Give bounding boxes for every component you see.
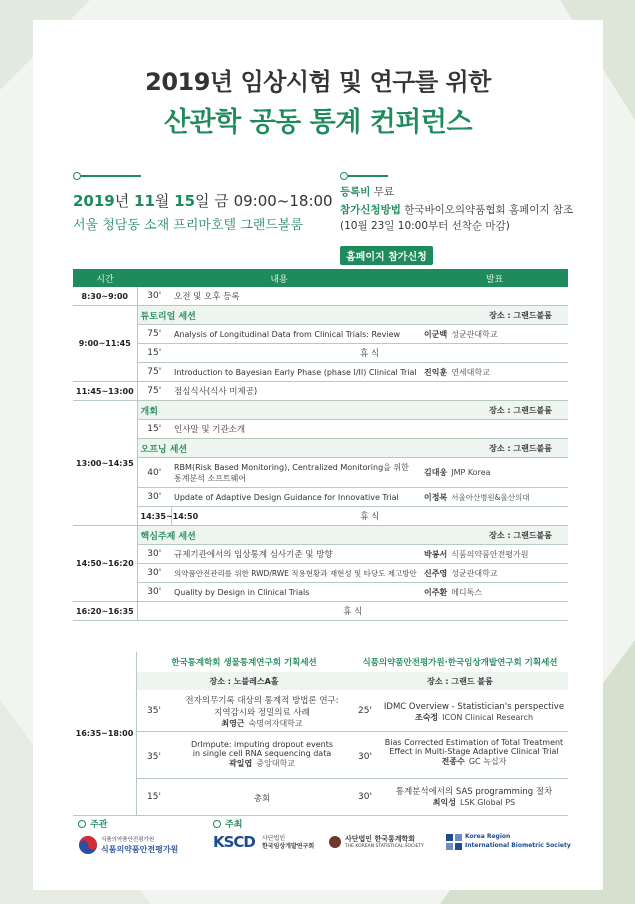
registration-bullet xyxy=(340,172,390,180)
organizer-label: 주최 xyxy=(225,820,243,830)
event-venue: 서울 청담동 소재 프리마호텔 그랜드볼룸 xyxy=(73,218,304,233)
joint-talk: 전자의무기록 대상의 통계적 방법론 연구: 지역감시와 정밀의료 사례 최영근 숙명여자대학교 xyxy=(185,696,339,728)
session-row: 오프닝 세션 장소 : 그랜드볼룸 xyxy=(73,439,568,458)
taegeuk-logo-icon xyxy=(78,835,98,855)
header-presenter: 발표 xyxy=(421,269,568,287)
joint-left-place: 장소 : 노블레스A홀 xyxy=(209,677,279,686)
joint-time: 16:35~18:00 xyxy=(73,652,137,815)
joint-talk: DrImpute: imputing dropout events in single cell RNA sequencing data 곽일엽 중앙대학교 xyxy=(190,740,334,768)
poster-sheet: 2019년 임상시험 및 연구를 위한 산관학 공동 통계 컨퍼런스 2019년 11월 15일 금 09:00~18:00 서울 청담동 소재 프리마호텔 그랜드볼룸 등록비 무료 참가신청방법 한국바이오의약품협회 홈페이지 참조 (10월 23일 10:00부터 선착순 마감) 홈페이지 참가신청 시간 내용 발표 8:30~9:00 30' 오전 및 오후 등록 9:00~11:45 튜토리얼 세션 장소 : 그랜드볼룸 75' Analysis of Longitudinal Data from Clinical Trials: Review 이군백 성균관대학교 15' 휴 식 75' Introduction to Bayesian Early Phase (phase I/II) Clinical Trial 진익훈 연세대학교 11:45~13:00 75' 점심식사(식사 미제공) 13:00~14:35 개회 장소 : 그랜드볼룸 15' 인사말 및 기관소개 오프닝 세션 장소 : 그랜드볼룸 40' RBM(Risk Based Monitoring), Centralized Monitoring을 위한 통계분석 소프트웨어 김대웅 JMP Korea 30' Update of Adaptive Design Guidance for Innovative Trial 이정복 서울아산병원&울산의대 14:35~14:50 휴 식 14:50~16:20 핵심주제 세션 장소 : 그랜드볼룸 30' 규제기관에서의 임상통계 심사기준 및 방향 박봉서 식품의약품안전평가원 30' 의약품안전관리를 위한 RWD/RWE 적용현황과 재현성 및 타당도 제고방안 신주영 성균관대학교 30' Quality by Design in Clinical Trials 이주환 메디톡스 16:20~16:35 휴 식 16:35~18:00 한국통계학회 생물통계연구회 기획세션 식품의약품안전평가원·한국임상개발연구회 기획세션 장소 : 노블레스A홀 장소 : 그랜드 볼룸 35' 전자의무기록 대상의 통계적 방법론 연구: 지역감시와 정밀의료 사례 최영근 숙명여자대학교 25' IDMC Overview - Statistician's perspective 조숙정 ICON Clinical Research 35' DrImpute: imputing dropout events in single cell RNA sequencing data 곽일엽 중앙대학교 30' Bias Corrected Estimation of Total Treatment Effect in Multi-Stage Adaptive Clinical Trial 전종수 GC 녹십자 15' 총회 30' 통계분석에서의 SAS programming 절차 최익성 LSK Global PS 주관 주최 식품의약품안전평가원 식품의약품안전평가원 KSCD 사단법인 한국임상개발연구회 사단법인 한국통계학회 THE KOREAN STATISTICAL SOCIETY Korea Region International Biometric Society xyxy=(33,20,603,890)
fee-line: 등록비 무료 xyxy=(340,186,395,198)
header-content: 내용 xyxy=(137,269,421,287)
deadline-line: (10월 23일 10:00부터 선착순 마감) xyxy=(340,220,510,232)
table-row: 40' RBM(Risk Based Monitoring), Centralized Monitoring을 위한 통계분석 소프트웨어 김대웅 JMP Korea xyxy=(73,458,568,488)
register-button[interactable]: 홈페이지 참가신청 xyxy=(340,246,433,265)
joint-talk: IDMC Overview - Statistician's perspective 조숙정 ICON Clinical Research xyxy=(383,702,565,722)
method-line: 참가신청방법 한국바이오의약품협회 홈페이지 참조 xyxy=(340,204,574,216)
table-row: 15' 인사말 및 기관소개 xyxy=(73,420,568,439)
title-line1: 2019년 임상시험 및 연구를 위한 xyxy=(145,68,491,96)
table-row: 30' Quality by Design in Clinical Trials 이주환 메디톡스 xyxy=(73,583,568,602)
date-bullet xyxy=(73,172,143,180)
table-row: 30' Update of Adaptive Design Guidance for Innovative Trial 이정복 서울아산병원&울산의대 xyxy=(73,488,568,507)
kss-emblem-icon xyxy=(328,835,342,849)
host-label: 주관 xyxy=(90,820,108,830)
table-row: 11:45~13:00 75' 점심식사(식사 미제공) xyxy=(73,382,568,401)
ibs-emblem-icon xyxy=(446,834,462,850)
organizer-bullet xyxy=(213,820,223,828)
table-row: 75' Introduction to Bayesian Early Phase (phase I/II) Clinical Trial 진익훈 연세대학교 xyxy=(73,363,568,382)
table-header xyxy=(73,269,568,287)
joint-talk: 통계분석에서의 SAS programming 절차 최익성 LSK Global PS xyxy=(395,787,553,807)
table-row: 75' Analysis of Longitudinal Data from Clinical Trials: Review 이군백 성균관대학교 xyxy=(73,325,568,344)
schedule-table xyxy=(73,269,568,621)
header-time: 시간 xyxy=(73,269,137,287)
table-row: 8:30~9:00 30' 오전 및 오후 등록 xyxy=(73,287,568,306)
joint-right-title: 식품의약품안전평가원·한국임상개발연구회 기획세션 xyxy=(362,658,558,668)
table-row: 30' 규제기관에서의 임상통계 심사기준 및 방향 박봉서 식품의약품안전평가원 xyxy=(73,545,568,564)
title-line2: 산관학 공동 통계 컨퍼런스 xyxy=(163,107,473,138)
joint-talk: Bias Corrected Estimation of Total Treatment Effect in Multi-Stage Adaptive Clinical Trial 전종수 GC 녹십자 xyxy=(384,738,564,766)
joint-session-block: 16:35~18:00 한국통계학회 생물통계연구회 기획세션 식품의약품안전평가원·한국임상개발연구회 기획세션 장소 : 노블레스A홀 장소 : 그랜드 볼룸 35' 전자의무기록 대상의 통계적 방법론 연구: 지역감시와 정밀의료 사례 최영근 숙명여자대학교 25' IDMC Overview - Statistician's perspective 조숙정 ICON Clinical Research 35' DrImpute: imputing dropout events in single cell RNA sequencing data 곽일엽 중앙대학교 30' Bias Corrected Estimation of Total Treatment Effect in Multi-Stage Adaptive Clinical Trial 전종수 GC 녹십자 15' 총회 30' 통계분석에서의 SAS programming 절차 최익성 LSK Global PS xyxy=(73,652,568,816)
session-row: 13:00~14:35 개회 장소 : 그랜드볼룸 xyxy=(73,401,568,420)
session-row: 9:00~11:45 튜토리얼 세션 장소 : 그랜드볼룸 xyxy=(73,306,568,325)
event-date: 2019년 11월 15일 금 09:00~18:00 xyxy=(73,192,333,210)
table-row: 16:20~16:35 휴 식 xyxy=(73,602,568,621)
joint-right-place: 장소 : 그랜드 볼룸 xyxy=(427,677,493,686)
table-row: 30' 의약품안전관리를 위한 RWD/RWE 적용현황과 재현성 및 타당도 제고방안 신주영 성균관대학교 xyxy=(73,564,568,583)
table-row: 14:35~14:50 휴 식 xyxy=(73,507,568,526)
joint-left-title: 한국통계학회 생물통계연구회 기획세션 xyxy=(171,658,317,668)
table-row: 15' 휴 식 xyxy=(73,344,568,363)
session-row: 14:50~16:20 핵심주제 세션 장소 : 그랜드볼룸 xyxy=(73,526,568,545)
host-bullet xyxy=(78,820,88,828)
kscd-logo: KSCD xyxy=(213,833,255,851)
